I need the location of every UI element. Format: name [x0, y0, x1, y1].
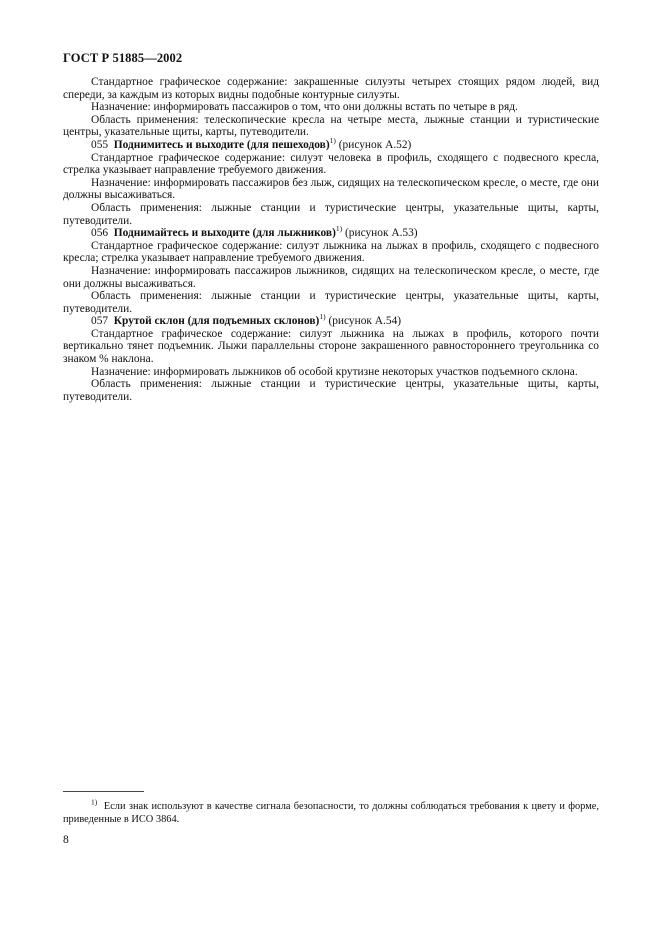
page-number: 8: [63, 834, 69, 846]
paragraph: Область применения: телескопические кресла на четыре места, лыжные станции и туристические центры, указательные щиты, карты, путеводители.: [63, 113, 599, 139]
paragraph: Стандартное графическое содержание: силуэт человека в профиль, сходящего с подвесного кресла, стрелка указывает направление требуемого движения.: [63, 151, 599, 177]
section-title: Поднимайтесь и выходите (для лыжников): [113, 227, 336, 240]
footnote: [63, 797, 599, 826]
paragraph: Стандартное графическое содержание: закрашенные силуэты четырех стоящих рядом людей, вид спереди, за каждым из которых видны подобные контурные силуэты.: [63, 76, 599, 101]
section-heading-056: [63, 224, 599, 240]
section-heading-057: [63, 312, 599, 328]
section-number: 056: [91, 227, 109, 240]
paragraph: Назначение: информировать пассажиров без лыж, сидящих на телескопическом кресле, о месте, где они должны высаживаться.: [63, 176, 599, 202]
paragraph: Назначение: информировать пассажиров о том, что они должны встать по четыре в ряд.: [91, 101, 518, 114]
section-number: 057: [91, 315, 109, 328]
paragraph: Область применения: лыжные станции и туристические центры, указательные щиты, карты, путеводители.: [63, 378, 599, 403]
footnote-ref: 1): [329, 136, 336, 146]
footnote-ref: 1): [319, 312, 326, 322]
footnote-ref: 1): [335, 224, 343, 234]
paragraph: Стандартное графическое содержание: силуэт лыжника на лыжах в профиль, сходящего с подвесного кресла; стрелка указывает направление требуемого движения.: [63, 239, 599, 265]
figure-ref: (рисунок А.54): [328, 315, 402, 328]
section-number: 055: [91, 138, 109, 151]
document-body: [63, 76, 599, 403]
figure-ref: (рисунок А.53): [344, 227, 418, 240]
section-heading-055: [63, 136, 599, 152]
paragraph: Область применения: лыжные станции и туристические центры, указательные щиты, карты, путеводители.: [63, 290, 599, 315]
figure-ref: (рисунок А.52): [338, 138, 412, 151]
paragraph: Область применения: лыжные станции и туристические центры, указательные щиты, карты, путеводители.: [63, 201, 599, 227]
paragraph: Стандартное графическое содержание: силуэт лыжника на лыжах в профиль, которого почти вертикально тянет подъемник. Лыжи параллельны стороне закрашенного равностороннего треугольника со знаком % наклона.: [63, 327, 599, 366]
footnote-text: Если знак используют в качестве сигнала безопасности, то должны соблюдаться требования к цвету и форме, приведенные в ИСО 3864.: [63, 801, 599, 825]
footnote-marker: 1): [91, 797, 98, 807]
document-header: ГОСТ Р 51885—2002: [63, 51, 183, 65]
paragraph: Назначение: информировать лыжников об особой крутизне некоторых участков подъемного склона.: [91, 365, 578, 378]
paragraph: Назначение: информировать пассажиров лыжников, сидящих на телескопическом кресле, о месте, где они должны высаживаться.: [63, 264, 599, 290]
section-title: Крутой склон (для подъемных склонов): [113, 315, 320, 328]
footnote-divider: [63, 791, 144, 792]
section-title: Поднимитесь и выходите (для пешеходов): [113, 138, 330, 151]
